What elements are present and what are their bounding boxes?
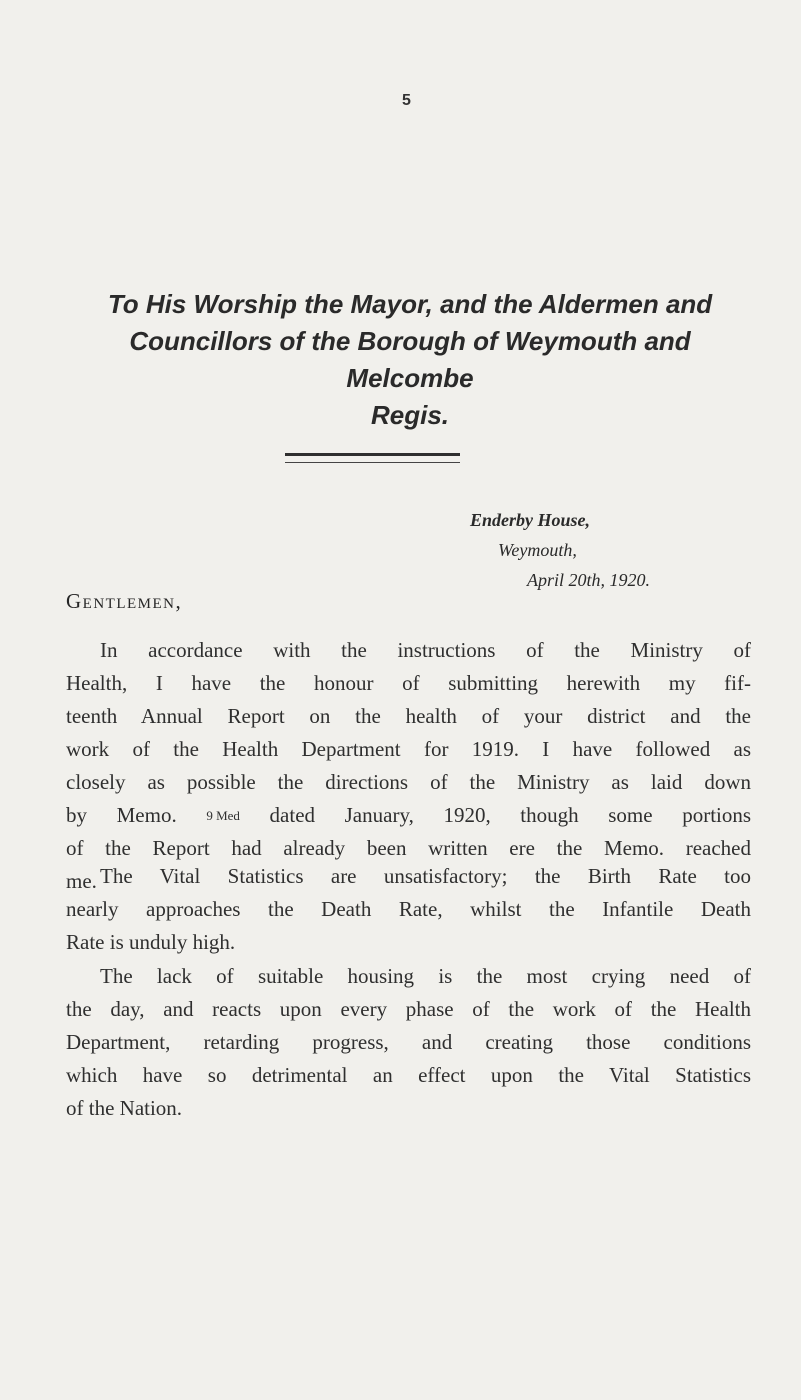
- paragraph-1-line-2: Health, I have the honour of submitting herewith my fif-: [66, 671, 751, 695]
- paragraph-1: [66, 634, 751, 898]
- heading-line-2: Councillors of the Borough of Weymouth and Melcombe: [129, 326, 691, 393]
- paragraph-1-line-6: [66, 799, 751, 832]
- memo-suffix: dated January, 1920, though some portions: [269, 803, 752, 827]
- paragraph-1-line-1: In accordance with the instructions of the Ministry of: [100, 638, 751, 662]
- paragraph-3-line-5: of the Nation.: [66, 1096, 183, 1120]
- salutation: Gentlemen,: [66, 589, 183, 613]
- paragraph-1-line-4: work of the Health Department for 1919. I have followed as: [66, 737, 751, 761]
- sender-address: [470, 505, 650, 595]
- memo-prefix: by Memo.: [66, 803, 177, 827]
- paragraph-3-line-2: the day, and reacts upon every phase of the work of the Health: [66, 997, 751, 1021]
- paragraph-1-line-8: me.: [66, 869, 97, 893]
- double-rule-divider: [285, 453, 460, 463]
- paragraph-1-line-3: teenth Annual Report on the health of your district and the: [66, 704, 751, 728]
- paragraph-2: [66, 860, 751, 959]
- heading-line-3: Regis.: [370, 400, 450, 430]
- paragraph-2-line-1: The Vital Statistics are unsatisfactory; the Birth Rate too: [100, 864, 751, 888]
- address-line-1: Enderby House,: [470, 510, 591, 530]
- paragraph-1-line-5: closely as possible the directions of the Ministry as laid down: [66, 770, 751, 794]
- paragraph-3: [66, 960, 751, 1125]
- paragraph-3-line-3: Department, retarding progress, and creating those conditions: [66, 1030, 751, 1054]
- memo-reference: 9 Med: [206, 808, 240, 823]
- page-number: 5: [402, 92, 411, 109]
- paragraph-1-line-7: of the Report had already been written ere the Memo. reached: [66, 836, 751, 860]
- paragraph-3-line-1: The lack of suitable housing is the most crying need of: [100, 964, 751, 988]
- paragraph-2-line-2: nearly approaches the Death Rate, whilst the Infantile Death: [66, 897, 751, 921]
- paragraph-2-line-3: Rate is unduly high.: [66, 930, 236, 954]
- address-line-2: Weymouth,: [498, 540, 577, 560]
- dedication-heading: [70, 286, 750, 434]
- address-date: April 20th, 1920.: [527, 570, 651, 590]
- heading-line-1: To His Worship the Mayor, and the Aldermen and: [107, 289, 713, 319]
- paragraph-3-line-4: which have so detrimental an effect upon the Vital Statistics: [66, 1063, 751, 1087]
